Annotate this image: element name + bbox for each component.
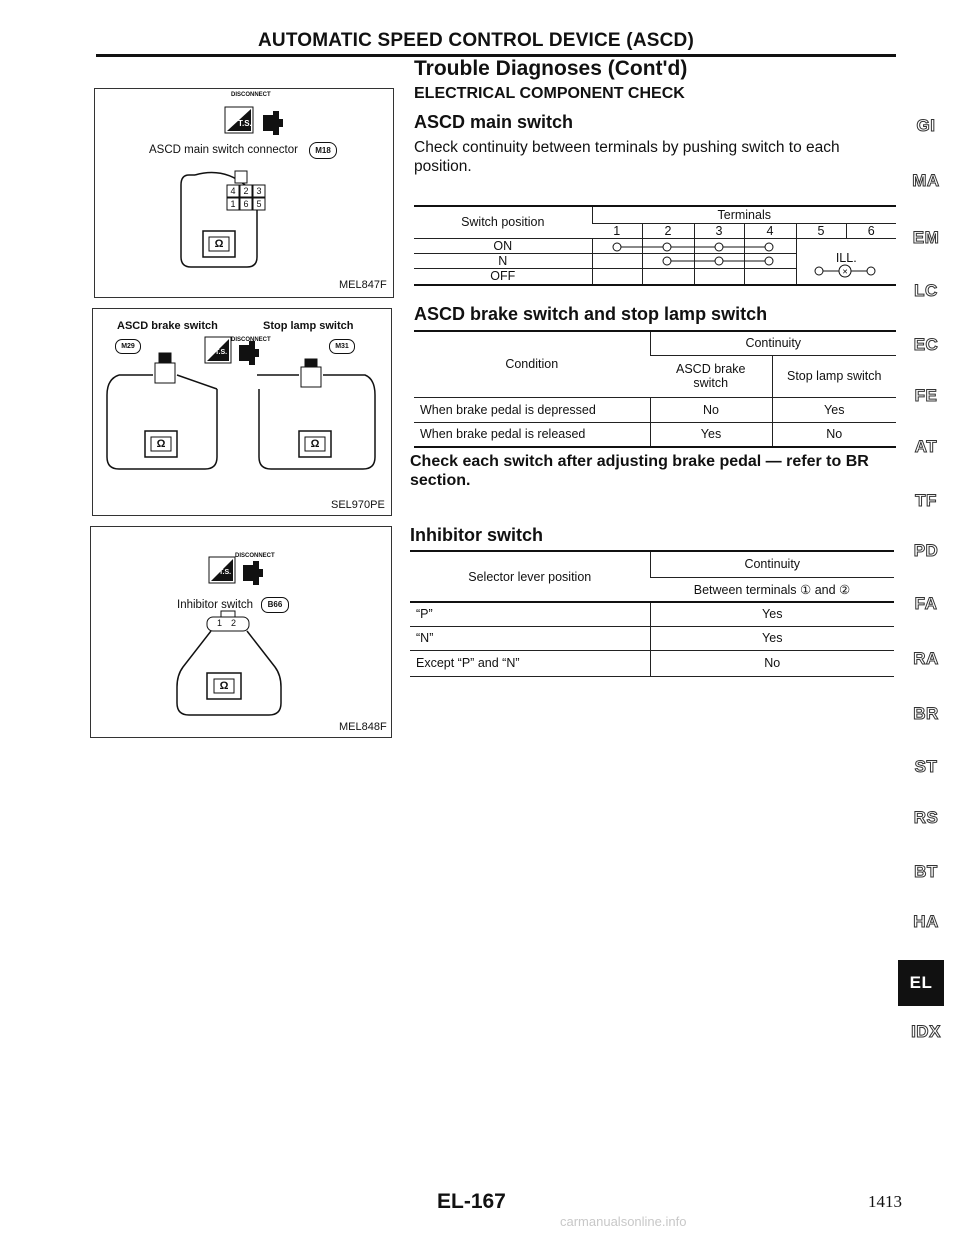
terminal-6: 6 <box>846 223 896 238</box>
ohm-symbol: Ω <box>219 680 229 692</box>
switch-bodies <box>155 353 321 387</box>
col-stop-lamp: Stop lamp switch <box>772 355 896 397</box>
brake-switch-heading: ASCD brake switch and stop lamp switch <box>414 304 768 324</box>
cell-depressed-ascd: No <box>650 397 772 422</box>
page-header-title: AUTOMATIC SPEED CONTROL DEVICE (ASCD) <box>258 30 694 51</box>
watermark: carmanualsonline.info <box>560 1214 687 1229</box>
fig3-ts: T.S. <box>219 569 232 576</box>
terminal-3: 3 <box>694 223 744 238</box>
ohmmeters <box>145 431 331 457</box>
row-except: Except “P” and “N” <box>410 650 650 676</box>
continuity-header: Continuity <box>650 331 896 355</box>
ohm-symbol-right: Ω <box>310 438 320 450</box>
lamp-symbol: ✕ <box>842 269 848 276</box>
col-condition: Condition <box>414 331 650 397</box>
pin-6: 6 <box>243 199 249 209</box>
disconnect-icon <box>263 111 283 135</box>
terminal-4: 4 <box>744 223 796 238</box>
page-subtitle: Trouble Diagnoses (Cont'd) <box>414 57 688 80</box>
fig1-disconnect: DISCONNECT <box>231 92 271 98</box>
inhibitor-table <box>410 550 894 677</box>
page-total-number: 1413 <box>868 1192 902 1211</box>
row-n: N <box>414 253 592 268</box>
brake-switch-table <box>414 330 896 448</box>
between-terminals-header: Between terminals ① and ② <box>650 577 894 602</box>
tab-rs[interactable]: RS <box>913 808 939 827</box>
tab-ha[interactable]: HA <box>913 912 939 931</box>
col-selector-position: Selector lever position <box>410 551 650 602</box>
fig3-code: MEL848F <box>339 721 387 733</box>
ill-label: ILL. <box>835 251 857 266</box>
main-switch-continuity-marks <box>414 205 896 287</box>
row-released: When brake pedal is released <box>414 422 650 447</box>
fig2-code: SEL970PE <box>331 499 385 511</box>
fig1-code: MEL847F <box>339 279 387 291</box>
fig3-pin-1: 1 <box>217 618 223 628</box>
tab-ec[interactable]: EC <box>913 335 939 354</box>
row-on: ON <box>414 238 592 253</box>
row-p: “P” <box>410 602 650 626</box>
tab-ma[interactable]: MA <box>912 171 940 190</box>
tab-em[interactable]: EM <box>912 228 940 247</box>
fig1-connector-badge: M18 <box>309 142 337 159</box>
disconnect-icon <box>243 561 263 585</box>
cell-released-ascd: Yes <box>650 422 772 447</box>
ohm-symbol: Ω <box>214 238 224 250</box>
figure-main-switch <box>94 88 394 298</box>
fig1-label: ASCD main switch connector <box>149 144 298 156</box>
inhibitor-connector <box>207 611 249 631</box>
terminal-2: 2 <box>642 223 694 238</box>
row-off: OFF <box>414 268 592 285</box>
section-title: ELECTRICAL COMPONENT CHECK <box>414 85 685 102</box>
fig2-ts: T.S. <box>215 349 228 356</box>
tab-fe[interactable]: FE <box>914 386 938 405</box>
tab-st[interactable]: ST <box>914 757 938 776</box>
cell-depressed-stop: Yes <box>772 397 896 422</box>
pin-2: 2 <box>243 186 249 196</box>
cell-released-stop: No <box>772 422 896 447</box>
pin-4: 4 <box>230 186 236 196</box>
pin-1: 1 <box>230 199 236 209</box>
cell-p: Yes <box>650 602 894 626</box>
terminal-5: 5 <box>796 223 846 238</box>
figure-inhibitor <box>90 526 392 738</box>
cell-except: No <box>650 650 894 676</box>
row-n: “N” <box>410 626 650 650</box>
tab-br[interactable]: BR <box>913 704 939 723</box>
disconnect-icon <box>239 341 259 365</box>
page-number: EL-167 <box>437 1190 506 1213</box>
main-switch-heading: ASCD main switch <box>414 112 574 132</box>
terminal-1: 1 <box>592 223 642 238</box>
fig2-connector-right: M31 <box>329 339 355 354</box>
tab-gi[interactable]: GI <box>916 116 936 135</box>
inhibitor-heading: Inhibitor switch <box>410 525 543 545</box>
figure-brake-switches <box>92 308 392 516</box>
fig2-disconnect: DISCONNECT <box>231 337 271 343</box>
pin-5: 5 <box>256 199 262 209</box>
fig3-pin-2: 2 <box>231 618 237 628</box>
tab-bt[interactable]: BT <box>914 862 938 881</box>
tab-el-active[interactable]: EL <box>898 960 944 1006</box>
col-switch-position: Switch position <box>414 206 592 238</box>
tab-ra[interactable]: RA <box>913 649 939 668</box>
cell-n: Yes <box>650 626 894 650</box>
fig2-label-left: ASCD brake switch <box>117 320 218 332</box>
pin-3: 3 <box>256 186 262 196</box>
fig3-disconnect: DISCONNECT <box>235 553 275 559</box>
fig3-label: Inhibitor switch <box>177 599 254 611</box>
tab-tf[interactable]: TF <box>915 491 937 510</box>
row-depressed: When brake pedal is depressed <box>414 397 650 422</box>
fig3-connector-badge: B66 <box>261 597 289 613</box>
fig2-label-right: Stop lamp switch <box>263 320 354 332</box>
main-switch-description: Check continuity between terminals by pushing switch to each position. <box>414 139 840 175</box>
tab-at[interactable]: AT <box>914 437 938 456</box>
tab-fa[interactable]: FA <box>914 594 938 613</box>
tab-lc[interactable]: LC <box>914 281 938 300</box>
inhibitor-continuity-header: Continuity <box>650 551 894 577</box>
ohm-symbol-left: Ω <box>156 438 166 450</box>
tab-pd[interactable]: PD <box>913 541 939 560</box>
fig1-ts: T.S. <box>238 119 252 128</box>
brake-pedal-note: Check each switch after adjusting brake pedal — refer to BR section. <box>410 453 869 489</box>
col-ascd-brake: ASCD brake switch <box>650 355 772 397</box>
fig2-connector-left: M29 <box>115 339 141 354</box>
tab-idx[interactable]: IDX <box>911 1022 941 1041</box>
terminals-header: Terminals <box>592 206 896 223</box>
